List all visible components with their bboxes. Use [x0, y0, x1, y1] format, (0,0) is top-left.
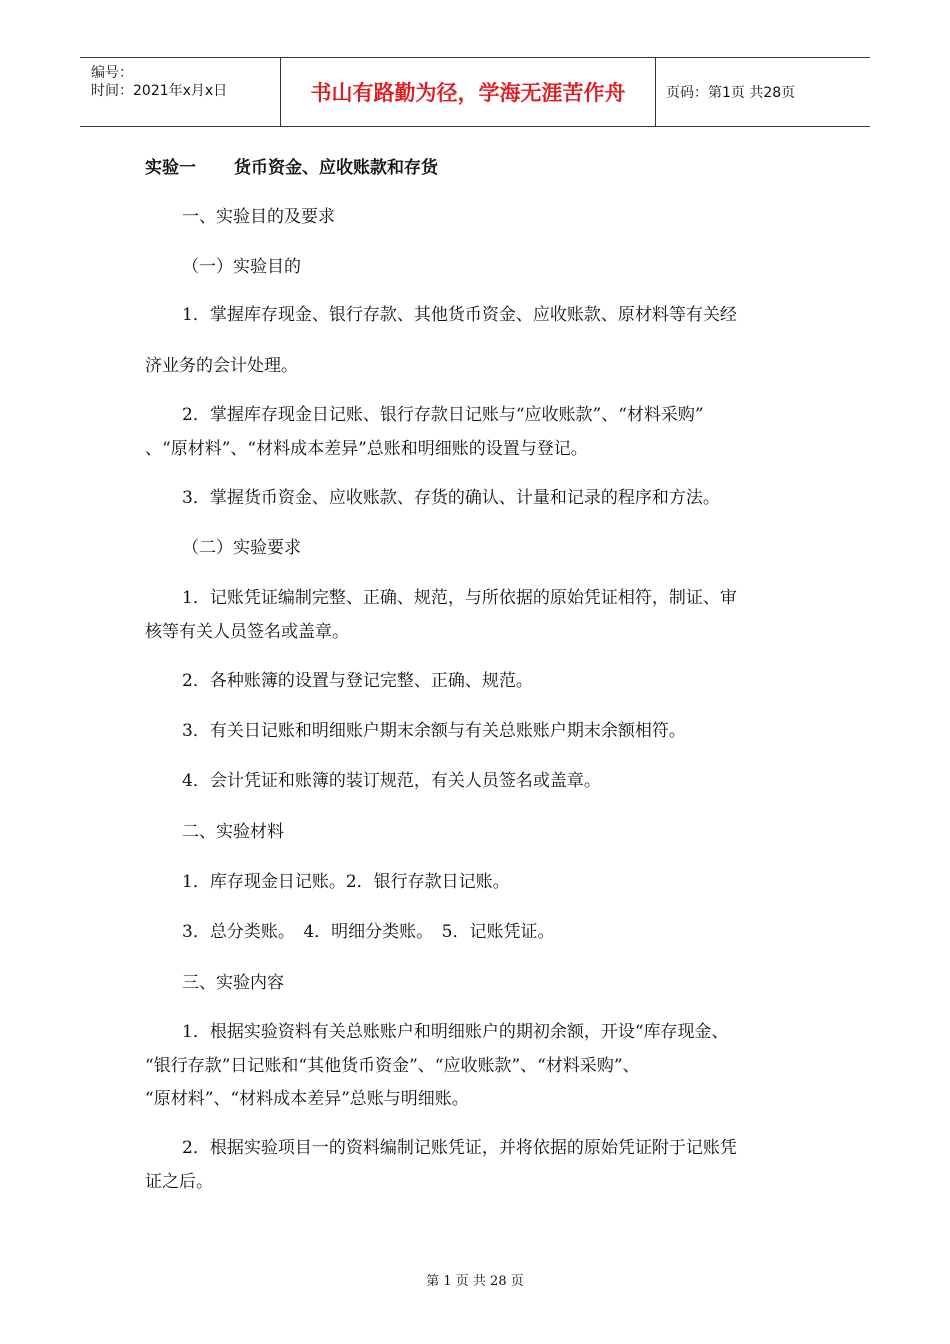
heading-materials: 二、实验材料 — [182, 822, 284, 842]
paragraph-line: 济业务的会计处理。 — [145, 356, 298, 376]
header-page-info: 页码：第1页 共28页 — [666, 85, 796, 101]
paragraph-line: 3．掌握货币资金、应收账款、存货的确认、计量和记录的程序和方法。 — [182, 488, 720, 508]
paragraph-line: 1．库存现金日记账。2．银行存款日记账。 — [182, 872, 510, 892]
paragraph-line: 2．根据实验项目一的资料编制记账凭证，并将依据的原始凭证附于记账凭 — [182, 1138, 737, 1158]
section-title-number: 实验一 — [145, 158, 196, 178]
paragraph-line: 、“原材料”、“材料成本差异”总账和明细账的设置与登记。 — [145, 439, 588, 459]
paragraph-line: 核等有关人员签名或盖章。 — [145, 622, 349, 642]
paragraph-line: 4．会计凭证和账簿的装订规范，有关人员签名或盖章。 — [182, 771, 601, 791]
header-meta — [80, 58, 281, 126]
paragraph-line: “银行存款”日记账和“其他货币资金”、“应收账款”、“材料采购”、 — [145, 1056, 640, 1076]
paragraph-line: 3．总分类账。 4．明细分类账。 5．记账凭证。 — [182, 922, 555, 942]
page-header — [80, 57, 870, 127]
section-title — [145, 158, 438, 178]
paragraph-line: 证之后。 — [145, 1172, 213, 1192]
doc-time-label: 时间：2021年x月x日 — [91, 83, 228, 99]
paragraph-line: 3．有关日记账和明细账户期末余额与有关总账账户期末余额相符。 — [182, 721, 686, 741]
paragraph-line: 2．掌握库存现金日记账、银行存款日记账与“应收账款”、“材料采购” — [182, 405, 704, 425]
paragraph-line: 1．根据实验资料有关总账账户和明细账户的期初余额，开设“库存现金、 — [182, 1022, 729, 1042]
section-title-text: 货币资金、应收账款和存货 — [234, 158, 438, 178]
paragraph-line: 2．各种账簿的设置与登记完整、正确、规范。 — [182, 671, 533, 691]
page-footer: 第 1 页 共 28 页 — [426, 1274, 524, 1289]
heading-purpose-requirements: 一、实验目的及要求 — [182, 207, 335, 227]
doc-number-label: 编号： — [91, 65, 133, 81]
paragraph-line: 1．记账凭证编制完整、正确、规范，与所依据的原始凭证相符，制证、审 — [182, 588, 737, 608]
heading-content: 三、实验内容 — [182, 973, 284, 993]
subheading-purpose: （一）实验目的 — [182, 257, 301, 277]
paragraph-line: “原材料”、“材料成本差异”总账与明细账。 — [145, 1089, 469, 1109]
header-motto: 书山有路勤为径，学海无涯苦作舟 — [281, 58, 656, 126]
subheading-requirements: （二）实验要求 — [182, 538, 301, 558]
paragraph-line: 1．掌握库存现金、银行存款、其他货币资金、应收账款、原材料等有关经 — [182, 305, 737, 325]
